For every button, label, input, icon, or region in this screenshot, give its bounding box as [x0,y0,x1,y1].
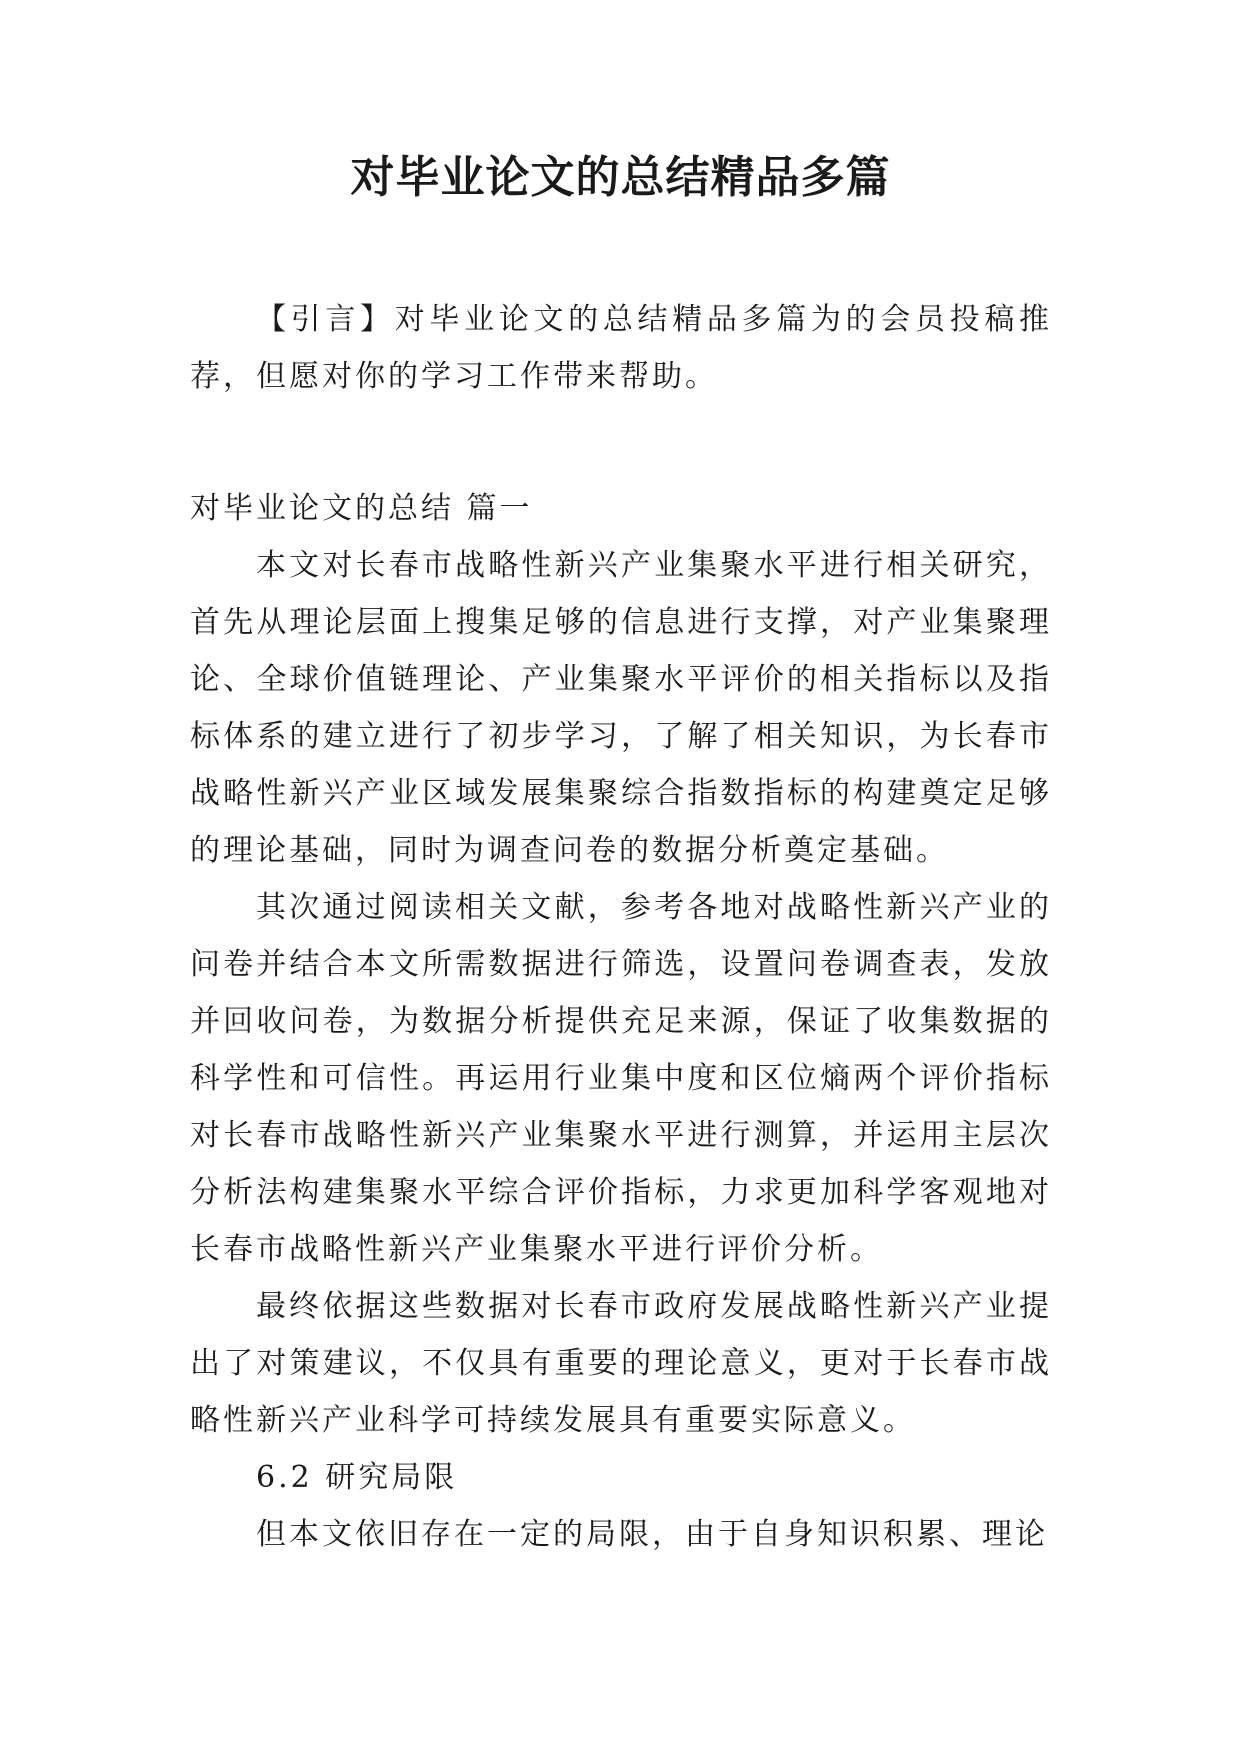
section-heading: 对毕业论文的总结 篇一 [190,491,533,526]
body-paragraph: 其次通过阅读相关文献，参考各地对战略性新兴产业的问卷并结合本文所需数据进行筛选，设置问卷调查表，发放并回收问卷，为数据分析提供充足来源，保证了收集数据的科学性和可信性。再运用行业集中度和区位熵两个评价指标对长春市战略性新兴产业集聚水平进行测算，并运用主层次分析法构建集聚水平综合评价指标，力求更加科学客观地对长春市战略性新兴产业集聚水平进行评价分析。 [190,890,1052,1267]
document-body [190,291,1052,1563]
lead-paragraph: 【引言】对毕业论文的总结精品多篇为的会员投稿推荐，但愿对你的学习工作带来帮助。 [190,302,1052,394]
body-paragraph: 本文对长春市战略性新兴产业集聚水平进行相关研究，首先从理论层面上搜集足够的信息进行支撑，对产业集聚理论、全球价值链理论、产业集聚水平评价的相关指标以及指标体系的建立进行了初步学习，了解了相关知识，为长春市战略性新兴产业区域发展集聚综合指数指标的构建奠定足够的理论基础，同时为调查问卷的数据分析奠定基础。 [190,548,1052,868]
document-title: 对毕业论文的总结精品多篇 [350,152,891,203]
body-paragraph: 最终依据这些数据对长春市政府发展战略性新兴产业提出了对策建议，不仅具有重要的理论意义，更对于长春市战略性新兴产业科学可持续发展具有重要实际意义。 [190,1289,1052,1438]
subsection-heading: 6.2 研究局限 [256,1460,458,1495]
body-paragraph: 但本文依旧存在一定的局限，由于自身知识积累、理论 [256,1517,1048,1552]
